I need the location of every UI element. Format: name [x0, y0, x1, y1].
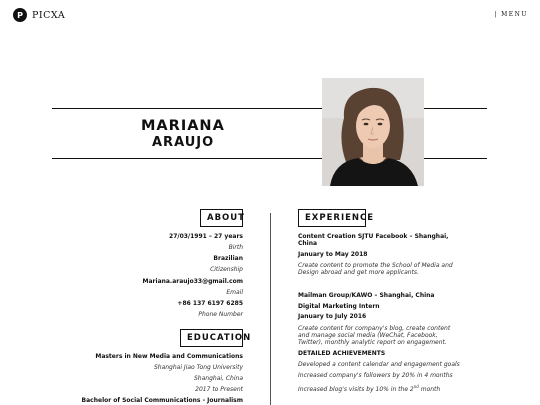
job-description: Create content to promote the School of Media and Design abroad and get more applicants.	[298, 262, 453, 276]
email-value[interactable]: Mariana.araujo33@gmail.com	[142, 278, 243, 285]
achievement-text: Increased blog's visits by 10% in the 2	[298, 386, 414, 393]
menu-button[interactable]: | MENU	[494, 11, 528, 18]
experience-heading: EXPERIENCE	[298, 209, 366, 227]
job-title: Content Creation SJTU Facebook – Shanghai, China	[298, 233, 449, 247]
job-period: January to May 2018	[298, 251, 368, 258]
phone-value[interactable]: +86 137 6197 6285	[177, 300, 243, 307]
job-description: Create content for company's blog, create content and manage social media (WeChat, Facebook, Twitter), monthly analytic report on engagement.	[298, 325, 451, 346]
achievement-superscript: nd	[413, 384, 419, 389]
job-title: Mailman Group/KAWO – Shanghai, China	[298, 292, 435, 299]
achievements-heading: DETAILED ACHIEVEMENTS	[298, 350, 386, 357]
achievement-item: Developed a content calendar and engagement goals	[298, 361, 460, 368]
achievement-item	[298, 383, 463, 393]
profile-photo	[322, 78, 424, 186]
citizenship-value: Brazilian	[213, 255, 243, 262]
birth-value: 27/03/1991 – 27 years	[169, 233, 243, 240]
last-name: ARAUJO	[152, 135, 215, 150]
brand-logo[interactable]	[13, 8, 65, 22]
education-degree: Bachelor of Social Communications - Journalism	[81, 397, 243, 404]
education-location: Shanghai, China	[194, 375, 243, 382]
phone-label: Phone Number	[198, 311, 243, 318]
birth-label: Birth	[228, 244, 243, 251]
email-label: Email	[226, 289, 243, 296]
education-degree: Masters in New Media and Communications	[95, 353, 243, 360]
job-role: Digital Marketing Intern	[298, 303, 380, 310]
portrait-image	[322, 78, 424, 186]
logo-badge-icon: P	[13, 8, 27, 22]
about-heading: ABOUT	[200, 209, 243, 227]
brand-name: PICXA	[32, 9, 66, 21]
education-school: Shanghai Jiao Tong University	[153, 364, 243, 371]
first-name: MARIANA	[141, 118, 225, 134]
achievement-item: Increased company's followers by 20% in 4 months	[298, 372, 453, 379]
column-divider	[270, 213, 271, 405]
education-heading: EDUCATION	[180, 329, 243, 347]
citizenship-label: Citizenship	[210, 266, 243, 273]
job-period: January to July 2016	[298, 313, 367, 320]
education-period: 2017 to Present	[195, 386, 243, 393]
achievement-text-end: month	[418, 386, 441, 393]
